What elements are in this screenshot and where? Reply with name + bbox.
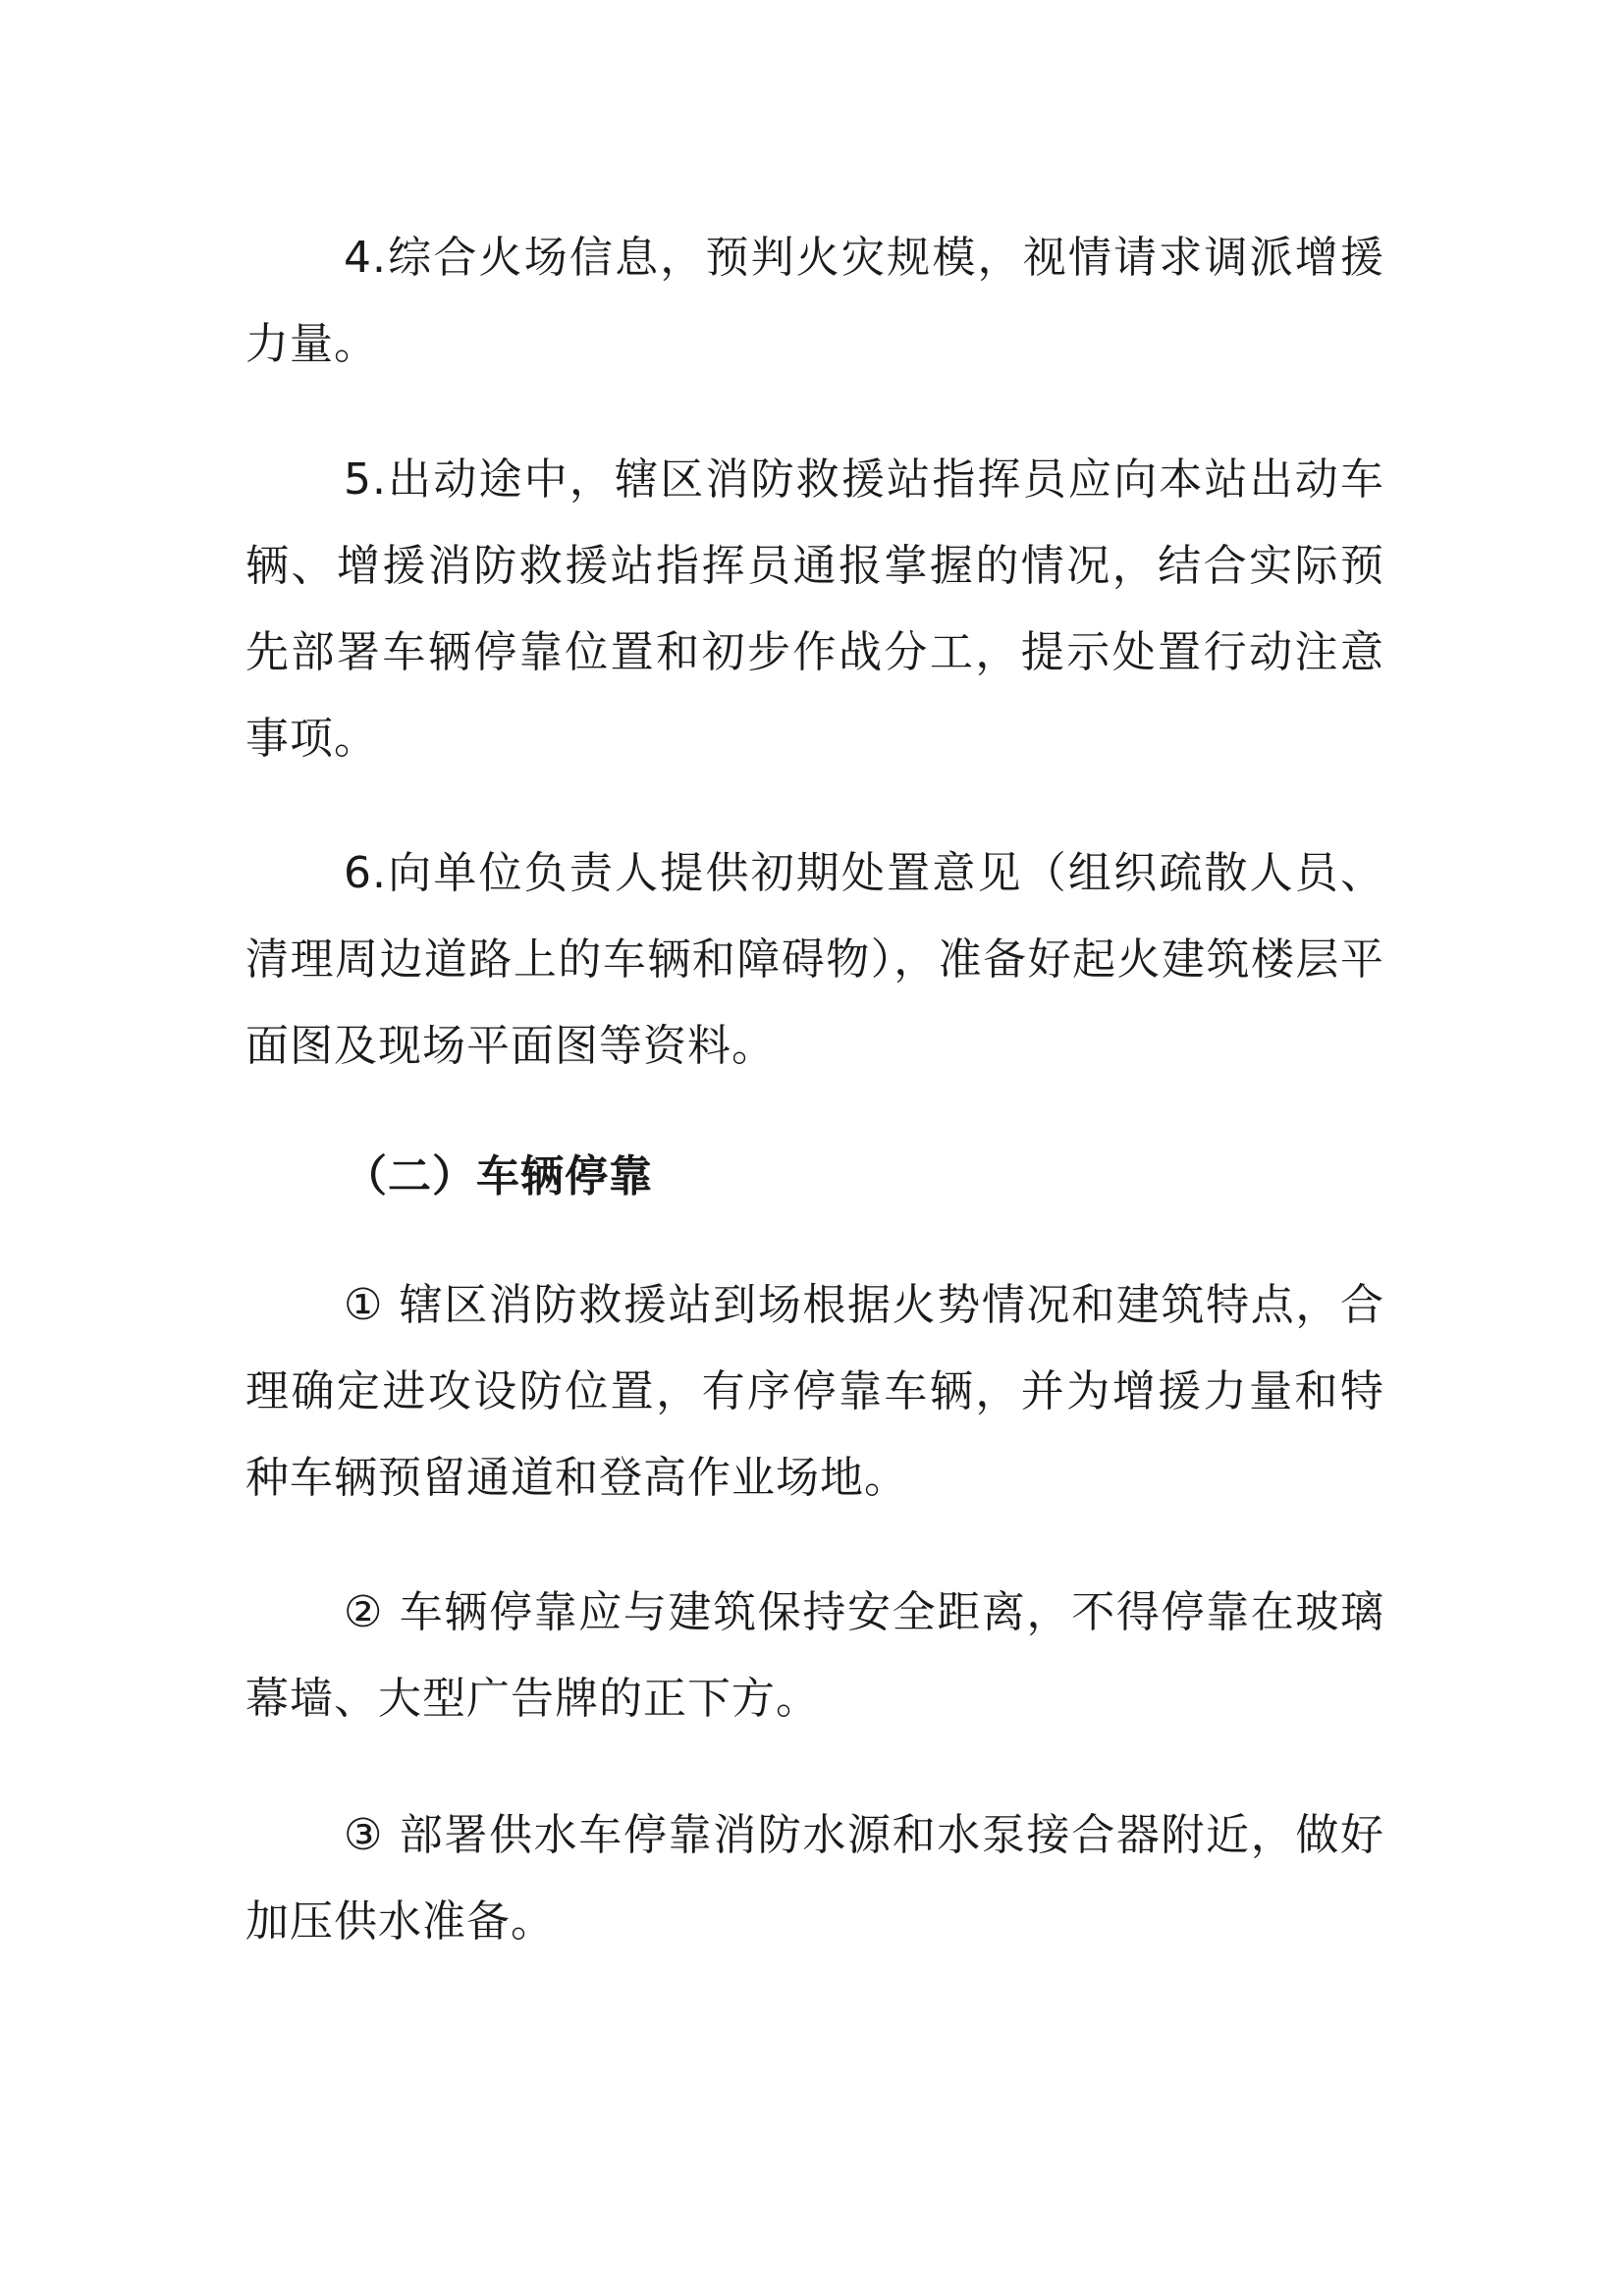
paragraph-4-fire-info: 4.综合火场信息，预判火灾规模，视情请求调派增援力量。: [245, 233, 1384, 369]
paragraph-6-initial-advice: 6.向单位负责人提供初期处置意见（组织疏散人员、清理周边道路上的车辆和障碍物），准备好起火建筑楼层平面图及现场平面图等资料。: [245, 848, 1384, 1071]
item-3-water-supply: ③ 部署供水车停靠消防水源和水泵接合器附近，做好加压供水准备。: [245, 1810, 1384, 1947]
item-1-station-arrival: ① 辖区消防救援站到场根据火势情况和建筑特点，合理确定进攻设防位置，有序停靠车辆，并为增援力量和特种车辆预留通道和登高作业场地。: [245, 1280, 1384, 1503]
section-heading-vehicle-parking: （二）车辆停靠: [344, 1151, 653, 1201]
item-2-safe-distance: ② 车辆停靠应与建筑保持安全距离，不得停靠在玻璃幕墙、大型广告牌的正下方。: [245, 1587, 1384, 1724]
document-page: [245, 0, 1384, 2296]
paragraph-5-en-route: 5.出动途中，辖区消防救援站指挥员应向本站出动车辆、增援消防救援站指挥员通报掌握的情况，结合实际预先部署车辆停靠位置和初步作战分工，提示处置行动注意事项。: [245, 454, 1384, 764]
